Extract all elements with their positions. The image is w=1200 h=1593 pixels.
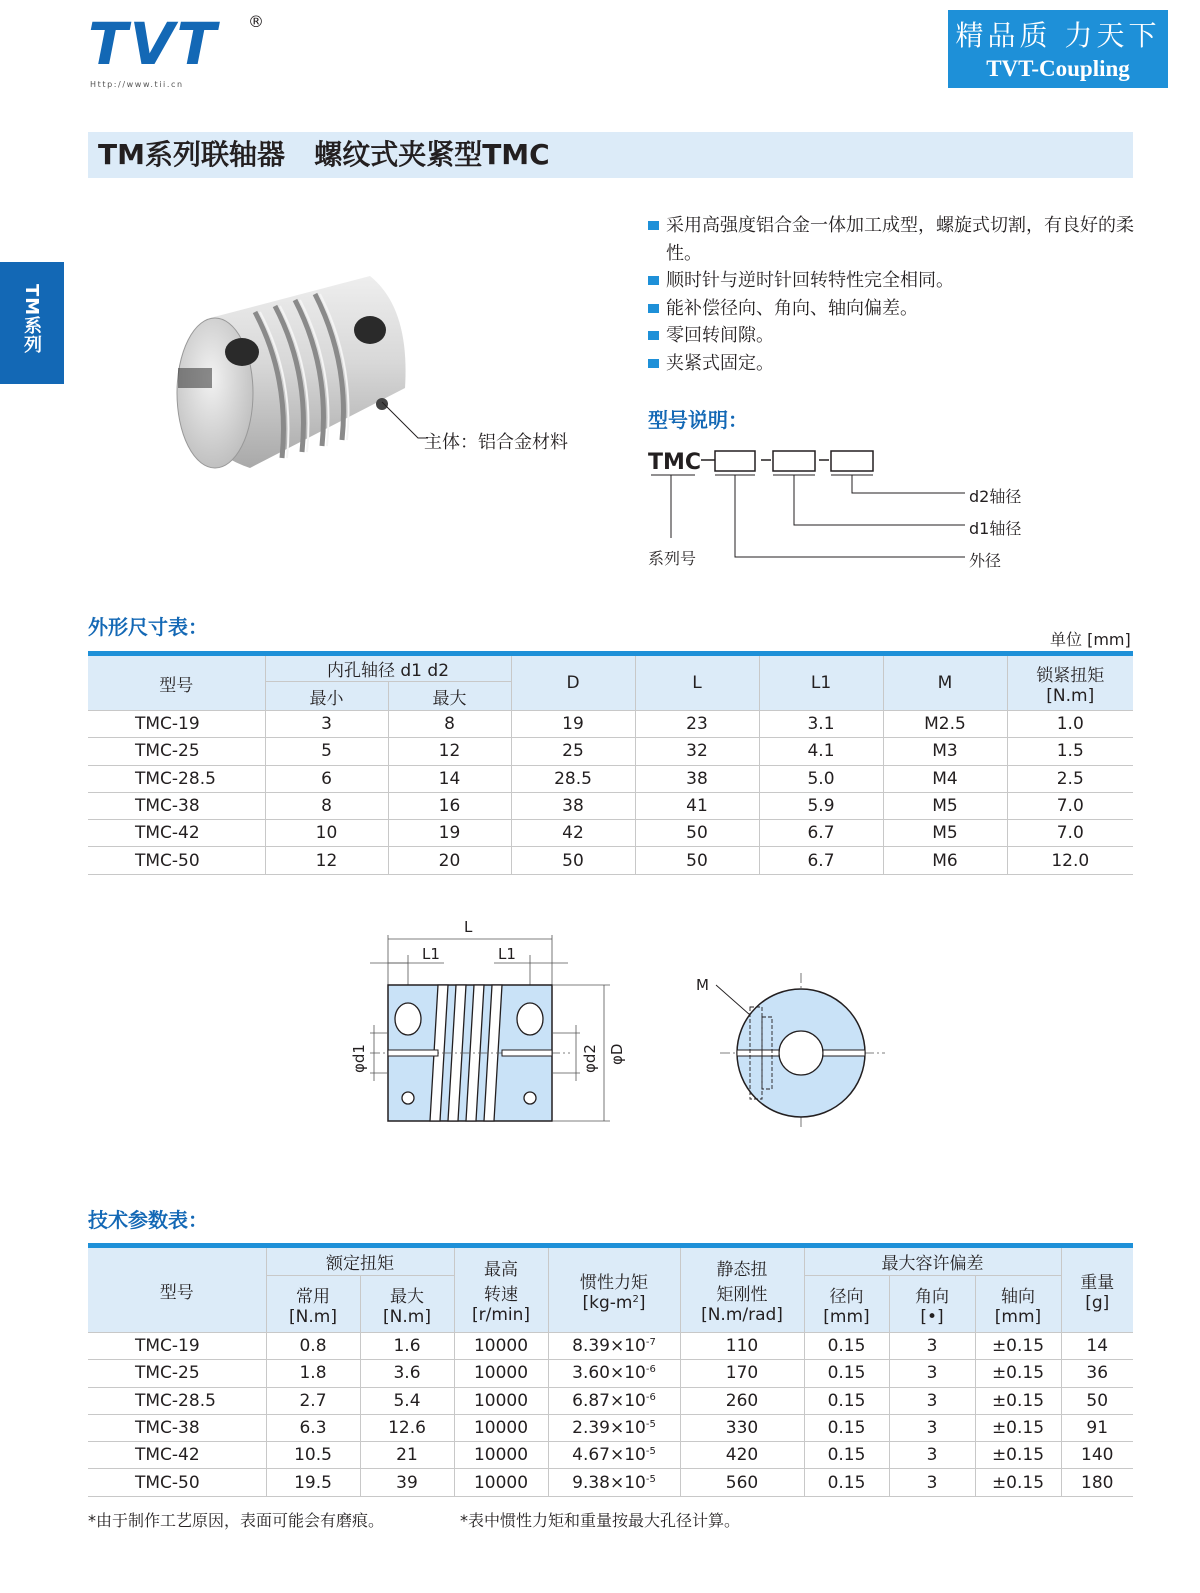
series-side-tab (0, 262, 64, 384)
model-prefix: TMC (648, 450, 702, 475)
value-cell: 20 (388, 847, 511, 874)
axial-cell: ±0.15 (975, 1414, 1061, 1441)
brand-badge (948, 10, 1168, 88)
d2-box (831, 451, 873, 471)
table-row (88, 765, 1133, 792)
value-cell: 6 (265, 765, 388, 792)
col-rated-torque: 额定扭矩 (266, 1246, 454, 1276)
model-cell: TMC-42 (88, 1442, 266, 1469)
value-cell: 50 (511, 847, 635, 874)
max-cell: 5.4 (360, 1387, 454, 1414)
dim-L1-right: L1 (498, 945, 516, 963)
inertia-cell: $9.38\times 10^{-5}$ (548, 1469, 680, 1496)
weight-cell: 180 (1061, 1469, 1133, 1496)
model-code-diagram (645, 440, 1045, 576)
angular-cell: 3 (889, 1333, 975, 1360)
inertia-cell: $6.87\times 10^{-6}$ (548, 1387, 680, 1414)
axial-cell: ±0.15 (975, 1442, 1061, 1469)
value-cell: 1.5 (1007, 738, 1133, 765)
value-cell: M2.5 (883, 711, 1007, 738)
table-row (88, 711, 1133, 738)
stiff-cell: 420 (680, 1442, 804, 1469)
col-bore: 内孔轴径 d1 d2 (265, 654, 511, 682)
label-series: 系列号 (648, 549, 697, 568)
table-row (88, 1414, 1133, 1441)
value-cell: 8 (265, 792, 388, 819)
radial-cell: 0.15 (804, 1333, 889, 1360)
col-weight: 重量 [g] (1061, 1246, 1133, 1333)
tvt-logo (88, 12, 278, 92)
max-cell: 3.6 (360, 1360, 454, 1387)
value-cell: M5 (883, 792, 1007, 819)
value-cell: 12.0 (1007, 847, 1133, 874)
stiff-cell: 560 (680, 1469, 804, 1496)
label-outer: 外径 (969, 551, 1002, 570)
model-cell: TMC-28.5 (88, 1387, 266, 1414)
value-cell: 25 (511, 738, 635, 765)
dim-L1-left: L1 (422, 945, 440, 963)
col-normal-torque: 常用 [N.m] (266, 1276, 360, 1333)
value-cell: 7.0 (1007, 792, 1133, 819)
axial-cell: ±0.15 (975, 1469, 1061, 1496)
value-cell: 6.7 (759, 847, 883, 874)
col-bore-max: 最大 (388, 682, 511, 711)
value-cell: 42 (511, 820, 635, 847)
col-misalignment: 最大容许偏差 (804, 1246, 1061, 1276)
inertia-cell: $4.67\times 10^{-5}$ (548, 1442, 680, 1469)
dims-heading: 外形尺寸表： (88, 615, 208, 639)
value-cell: 28.5 (511, 765, 635, 792)
value-cell: 50 (635, 820, 759, 847)
note-calculation: *表中惯性力矩和重量按最大孔径计算。 (460, 1511, 741, 1530)
d1-box (773, 451, 815, 471)
normal-cell: 1.8 (266, 1360, 360, 1387)
side-tab-label: TM系列 (21, 284, 42, 355)
model-cell: TMC-38 (88, 1414, 266, 1441)
value-cell: 10 (265, 820, 388, 847)
col-model: 型号 (88, 1246, 266, 1333)
max-cell: 39 (360, 1469, 454, 1496)
square-bullet-icon (648, 331, 659, 340)
dim-d1: φd1 (350, 1044, 368, 1073)
logo-wordmark: TVT (88, 10, 219, 78)
feature-item: 采用高强度铝合金一体加工成型，螺旋式切割，有良好的柔性。 (648, 212, 1138, 267)
radial-cell: 0.15 (804, 1387, 889, 1414)
material-leader-line (380, 400, 430, 450)
value-cell: 2.5 (1007, 765, 1133, 792)
col-bore-min: 最小 (265, 682, 388, 711)
col-speed: 最高 转速 [r/min] (454, 1246, 548, 1333)
max-cell: 1.6 (360, 1333, 454, 1360)
value-cell: 19 (511, 711, 635, 738)
label-d2: d2轴径 (969, 487, 1022, 506)
stiff-cell: 260 (680, 1387, 804, 1414)
dim-D: φD (608, 1043, 626, 1065)
weight-cell: 91 (1061, 1414, 1133, 1441)
feature-list (648, 212, 1138, 377)
model-code-heading: 型号说明： (648, 408, 748, 432)
angular-cell: 3 (889, 1414, 975, 1441)
feature-item: 零回转间隙。 (648, 322, 1138, 350)
value-cell: 5 (265, 738, 388, 765)
normal-cell: 0.8 (266, 1333, 360, 1360)
weight-cell: 50 (1061, 1387, 1133, 1414)
angular-cell: 3 (889, 1442, 975, 1469)
feature-item: 顺时针与逆时针回转特性完全相同。 (648, 267, 1138, 295)
weight-cell: 14 (1061, 1333, 1133, 1360)
axial-cell: ±0.15 (975, 1333, 1061, 1360)
angular-cell: 3 (889, 1469, 975, 1496)
note-wear: *由于制作工艺原因，表面可能会有磨痕。 (88, 1511, 385, 1530)
square-bullet-icon (648, 221, 659, 230)
model-cell: TMC-25 (88, 1360, 266, 1387)
inertia-cell: $2.39\times 10^{-5}$ (548, 1414, 680, 1441)
value-cell: 41 (635, 792, 759, 819)
value-cell: M4 (883, 765, 1007, 792)
table-row (88, 820, 1133, 847)
normal-cell: 2.7 (266, 1387, 360, 1414)
value-cell: 6.7 (759, 820, 883, 847)
model-cell: TMC-25 (88, 738, 265, 765)
value-cell: 16 (388, 792, 511, 819)
registered-mark: ® (248, 12, 264, 31)
table-row (88, 1333, 1133, 1360)
col-angular: 角向 [•] (889, 1276, 975, 1333)
table-row (88, 1360, 1133, 1387)
value-cell: 19 (388, 820, 511, 847)
label-d1: d1轴径 (969, 519, 1022, 538)
table-row (88, 1387, 1133, 1414)
col-model: 型号 (88, 654, 265, 711)
dim-L: L (464, 918, 473, 936)
stiff-cell: 110 (680, 1333, 804, 1360)
axial-cell: ±0.15 (975, 1360, 1061, 1387)
angular-cell: 3 (889, 1387, 975, 1414)
badge-brand: TVT-Coupling (986, 56, 1130, 81)
value-cell: 50 (635, 847, 759, 874)
weight-cell: 36 (1061, 1360, 1133, 1387)
tech-heading: 技术参数表： (88, 1208, 208, 1232)
logo-url: Http://www.tii.cn (90, 80, 184, 89)
max-cell: 12.6 (360, 1414, 454, 1441)
feature-item: 能补偿径向、角向、轴向偏差。 (648, 295, 1138, 323)
normal-cell: 10.5 (266, 1442, 360, 1469)
dim-d2: φd2 (581, 1044, 599, 1073)
page-title-bar (88, 132, 1133, 178)
radial-cell: 0.15 (804, 1442, 889, 1469)
square-bullet-icon (648, 304, 659, 313)
weight-cell: 140 (1061, 1442, 1133, 1469)
square-bullet-icon (648, 276, 659, 285)
value-cell: 5.9 (759, 792, 883, 819)
normal-cell: 6.3 (266, 1414, 360, 1441)
value-cell: M3 (883, 738, 1007, 765)
radial-cell: 0.15 (804, 1414, 889, 1441)
col-max-torque: 最大 [N.m] (360, 1276, 454, 1333)
radial-cell: 0.15 (804, 1469, 889, 1496)
dimension-table (88, 651, 1133, 875)
value-cell: 8 (388, 711, 511, 738)
model-cell: TMC-19 (88, 1333, 266, 1360)
table-row (88, 1469, 1133, 1496)
value-cell: 12 (388, 738, 511, 765)
value-cell: 32 (635, 738, 759, 765)
angular-cell: 3 (889, 1360, 975, 1387)
inertia-cell: $3.60\times 10^{-6}$ (548, 1360, 680, 1387)
table-row (88, 738, 1133, 765)
value-cell: 1.0 (1007, 711, 1133, 738)
col-D: D (511, 654, 635, 711)
max-cell: 21 (360, 1442, 454, 1469)
badge-slogan: 精品质 力天下 (955, 19, 1161, 52)
value-cell: 38 (511, 792, 635, 819)
dim-M: M (696, 976, 709, 994)
radial-cell: 0.15 (804, 1360, 889, 1387)
speed-cell: 10000 (454, 1387, 548, 1414)
col-radial: 径向 [mm] (804, 1276, 889, 1333)
col-inertia: 惯性力矩 $[kg-m^2]$ (548, 1246, 680, 1333)
col-L: L (635, 654, 759, 711)
material-label: 主体：铝合金材料 (424, 432, 568, 453)
value-cell: 3 (265, 711, 388, 738)
value-cell: 38 (635, 765, 759, 792)
stiff-cell: 170 (680, 1360, 804, 1387)
model-cell: TMC-19 (88, 711, 265, 738)
dims-unit: 单位 [mm] (1050, 630, 1131, 649)
col-torque: 锁紧扭矩 [N.m] (1007, 654, 1133, 711)
page-title: TM系列联轴器 螺纹式夹紧型TMC (98, 138, 550, 171)
outer-diameter-box (715, 451, 755, 471)
stiff-cell: 330 (680, 1414, 804, 1441)
model-cell: TMC-42 (88, 820, 265, 847)
normal-cell: 19.5 (266, 1469, 360, 1496)
value-cell: 23 (635, 711, 759, 738)
value-cell: 4.1 (759, 738, 883, 765)
col-M: M (883, 654, 1007, 711)
table-row (88, 1442, 1133, 1469)
col-stiffness: 静态扭 矩刚性 [N.m/rad] (680, 1246, 804, 1333)
value-cell: M5 (883, 820, 1007, 847)
value-cell: M6 (883, 847, 1007, 874)
square-bullet-icon (648, 359, 659, 368)
model-cell: TMC-38 (88, 792, 265, 819)
speed-cell: 10000 (454, 1442, 548, 1469)
tech-params-table (88, 1243, 1133, 1497)
dimension-drawing (330, 915, 890, 1135)
col-L1: L1 (759, 654, 883, 711)
value-cell: 12 (265, 847, 388, 874)
speed-cell: 10000 (454, 1360, 548, 1387)
model-cell: TMC-28.5 (88, 765, 265, 792)
speed-cell: 10000 (454, 1469, 548, 1496)
inertia-cell: $8.39\times 10^{-7}$ (548, 1333, 680, 1360)
feature-item: 夹紧式固定。 (648, 350, 1138, 378)
model-cell: TMC-50 (88, 847, 265, 874)
table-row (88, 792, 1133, 819)
table-row (88, 847, 1133, 874)
col-axial: 轴向 [mm] (975, 1276, 1061, 1333)
model-cell: TMC-50 (88, 1469, 266, 1496)
axial-cell: ±0.15 (975, 1387, 1061, 1414)
value-cell: 3.1 (759, 711, 883, 738)
speed-cell: 10000 (454, 1414, 548, 1441)
speed-cell: 10000 (454, 1333, 548, 1360)
value-cell: 5.0 (759, 765, 883, 792)
value-cell: 7.0 (1007, 820, 1133, 847)
value-cell: 14 (388, 765, 511, 792)
